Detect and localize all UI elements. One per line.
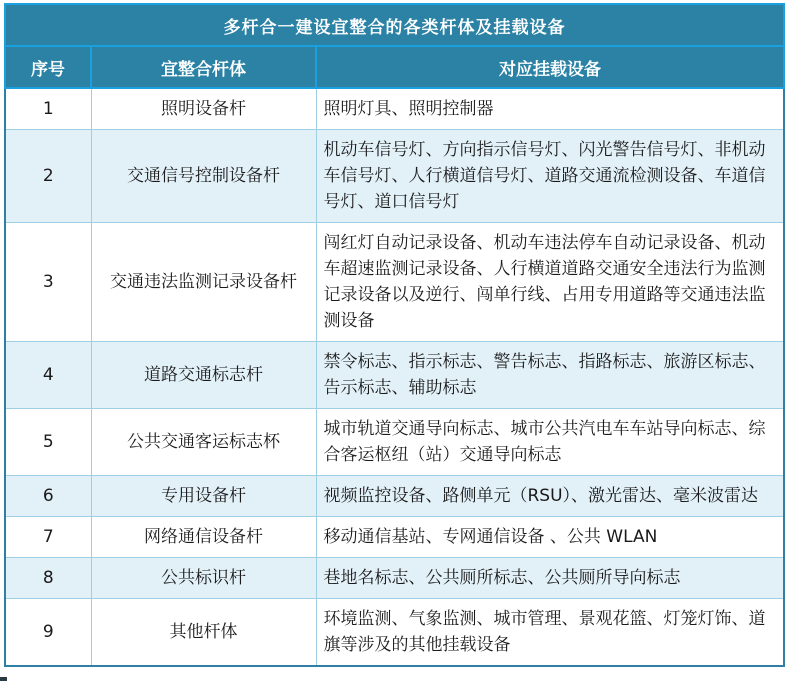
row-devices: 禁令标志、指示标志、警告标志、指路标志、旅游区标志、告示标志、辅助标志 <box>316 342 784 409</box>
row-pole-type: 专用设备杆 <box>91 476 316 517</box>
row-serial: 7 <box>5 517 91 558</box>
row-pole-type: 网络通信设备杆 <box>91 517 316 558</box>
row-pole-type: 其他杆体 <box>91 599 316 667</box>
row-devices: 视频监控设备、路侧单元（RSU）、激光雷达、毫米波雷达 <box>316 476 784 517</box>
column-header-mounted-devices: 对应挂载设备 <box>316 46 784 88</box>
row-serial: 5 <box>5 409 91 476</box>
table-row <box>5 476 784 517</box>
row-pole-type: 照明设备杆 <box>91 88 316 130</box>
screenshot-artifact <box>0 677 7 681</box>
row-pole-type: 交通信号控制设备杆 <box>91 130 316 223</box>
row-pole-type: 公共交通客运标志杯 <box>91 409 316 476</box>
row-serial: 8 <box>5 558 91 599</box>
row-devices: 环境监测、气象监测、城市管理、景观花篮、灯笼灯饰、道旗等涉及的其他挂载设备 <box>316 599 784 667</box>
table-row <box>5 130 784 223</box>
row-pole-type: 道路交通标志杆 <box>91 342 316 409</box>
page <box>0 3 786 681</box>
row-devices: 城市轨道交通导向标志、城市公共汽电车车站导向标志、综合客运枢纽（站）交通导向标志 <box>316 409 784 476</box>
column-header-serial: 序号 <box>5 46 91 88</box>
table-title: 多杆合一建设宜整合的各类杆体及挂载设备 <box>5 4 784 46</box>
table-row <box>5 342 784 409</box>
table-row <box>5 558 784 599</box>
row-devices: 闯红灯自动记录设备、机动车违法停车自动记录设备、机动车超速监测记录设备、人行横道道路交通安全违法行为监测记录设备以及逆行、闯单行线、占用专用道路等交通违法监测设备 <box>316 223 784 342</box>
table-row <box>5 223 784 342</box>
row-devices: 照明灯具、照明控制器 <box>316 88 784 130</box>
header-row <box>5 46 784 88</box>
column-header-pole-type: 宜整合杆体 <box>91 46 316 88</box>
row-pole-type: 公共标识杆 <box>91 558 316 599</box>
row-devices: 移动通信基站、专网通信设备 、公共 WLAN <box>316 517 784 558</box>
row-devices: 机动车信号灯、方向指示信号灯、闪光警告信号灯、非机动车信号灯、人行横道信号灯、道路交通流检测设备、车道信号灯、道口信号灯 <box>316 130 784 223</box>
table-row <box>5 88 784 130</box>
row-serial: 6 <box>5 476 91 517</box>
row-pole-type: 交通违法监测记录设备杆 <box>91 223 316 342</box>
title-row <box>5 4 784 46</box>
row-serial: 1 <box>5 88 91 130</box>
table-row <box>5 517 784 558</box>
row-serial: 4 <box>5 342 91 409</box>
row-devices: 巷地名标志、公共厕所标志、公共厕所导向标志 <box>316 558 784 599</box>
row-serial: 9 <box>5 599 91 667</box>
row-serial: 2 <box>5 130 91 223</box>
table-row <box>5 599 784 667</box>
pole-integration-table <box>4 3 785 667</box>
table-row <box>5 409 784 476</box>
row-serial: 3 <box>5 223 91 342</box>
